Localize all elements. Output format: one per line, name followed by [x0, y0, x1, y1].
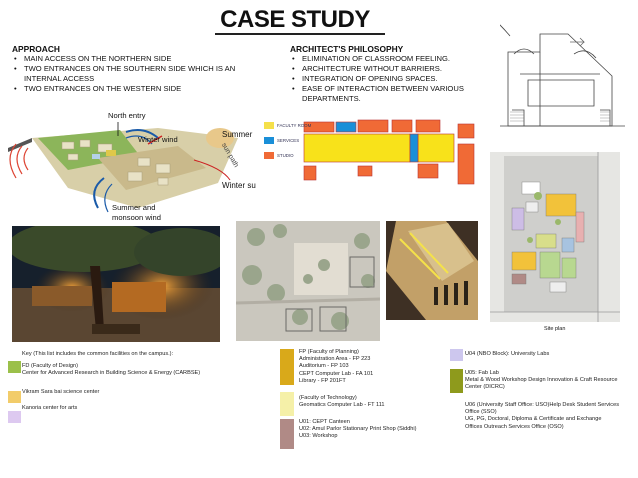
title-underline	[215, 33, 385, 35]
key-column-3	[450, 349, 630, 459]
key-swatch	[280, 392, 294, 416]
winter-sun-label: Winter su	[222, 181, 256, 190]
approach-section	[12, 44, 252, 94]
key-item	[465, 370, 630, 392]
key-line: U03: Workshop	[299, 433, 338, 440]
key-line: Auditorium - FP 103	[299, 363, 349, 370]
faculty-legend-label: FACULTY ROOM	[277, 123, 312, 128]
key-item	[22, 405, 222, 412]
key-swatch	[8, 411, 21, 423]
key-line: U05: Fab Lab	[465, 370, 499, 376]
summer-monsoon-label: Summer and	[112, 203, 156, 212]
philosophy-section	[290, 44, 495, 104]
key-line: Office (SSO)	[465, 409, 497, 416]
key-line: Administration Area - FP 223	[299, 356, 371, 363]
services-legend-label: SERVICES	[277, 138, 300, 143]
key-line: FP (Faculty of Planning)	[299, 349, 359, 355]
north-entry-label: North entry	[108, 111, 146, 120]
list-item: • EASE OF INTERACTION BETWEEN VARIOUS DEPARTMENTS.	[290, 84, 495, 104]
site-massing-diagram	[8, 108, 258, 228]
key-intro: Key (This list includes the common facilities on the campus.):	[22, 351, 174, 357]
approach-heading: APPROACH	[12, 44, 60, 54]
model-photo	[386, 221, 478, 320]
key-item	[299, 419, 449, 441]
list-item: • TWO ENTRANCES ON THE WESTERN SIDE	[12, 84, 252, 94]
floor-plan	[258, 114, 482, 196]
key-line: Metal & Wood Workshop Design Innovation & Craft Resource	[465, 377, 618, 384]
key-item	[299, 349, 449, 385]
list-item: • TWO ENTRANCES ON THE SOUTHERN SIDE WHICH IS AN INTERNAL ACCESS	[12, 64, 252, 84]
key-line: U01: CEPT Canteen	[299, 419, 350, 425]
winter-wind-label: Winter wind	[138, 135, 178, 144]
key-line: Vikram Sara bai science center	[22, 389, 100, 395]
key-line: FD (Faculty of Design)	[22, 363, 78, 369]
monsoon-wind-label: monsoon wind	[112, 213, 161, 222]
studio-legend-label: STUDIO	[277, 153, 294, 158]
key-item	[465, 402, 633, 431]
key-swatch	[450, 349, 463, 361]
summer-sun-label: Summer	[222, 130, 253, 139]
list-item: • ELIMINATION OF CLASSROOM FEELING.	[290, 54, 495, 64]
key-line: CEPT Computer Lab - FA 101	[299, 370, 374, 377]
sun-path-label: sun path	[219, 142, 240, 169]
building-sketch	[500, 14, 625, 140]
key-line: UG, PG, Doctoral, Diploma & Certificate and Exchange	[465, 416, 602, 423]
key-line: (Faculty of Technology)	[299, 395, 357, 401]
list-item: • ARCHITECTURE WITHOUT BARRIERS.	[290, 64, 495, 74]
aerial-site-photo	[236, 221, 380, 341]
site-plan-map	[490, 152, 620, 322]
key-item	[22, 389, 222, 396]
key-line: Library - FP 201FT	[299, 377, 346, 384]
key-line: Kanoria center for arts	[22, 405, 78, 411]
key-swatch	[8, 391, 21, 403]
list-item: • INTEGRATION OF OPENING SPACES.	[290, 74, 495, 84]
philosophy-heading: ARCHITECT'S PHILOSOPHY	[290, 44, 404, 54]
key-line: Center for Advanced Research in Building Science & Energy (CARBSE)	[22, 370, 201, 377]
key-line: Geomatics Computer Lab - FT 111	[299, 402, 385, 409]
key-swatch	[280, 419, 294, 449]
key-line: Center (DICRC)	[465, 384, 505, 391]
key-swatch	[8, 361, 21, 373]
key-column-2	[280, 349, 440, 459]
key-item	[22, 363, 222, 377]
key-line: U02: Amul Parlor Stationary Print Shop (Siddhi)	[299, 426, 417, 433]
campus-night-photo	[12, 226, 220, 342]
key-line: U06 (University Staff Office: USO)Help Desk Student Services	[465, 402, 619, 408]
site-plan-label: Site plan	[544, 326, 566, 332]
list-item: • MAIN ACCESS ON THE NORTHERN SIDE	[12, 54, 252, 64]
key-line: U04 (NBO Block): University Labs	[465, 351, 550, 357]
key-item	[299, 395, 449, 409]
key-swatch	[280, 349, 294, 385]
approach-list	[12, 54, 252, 94]
key-swatch	[450, 369, 463, 393]
page-title: CASE STUDY	[220, 6, 370, 33]
key-item	[465, 351, 630, 358]
philosophy-list	[290, 54, 495, 104]
key-line: Offices Outreach Services Office (OSO)	[465, 423, 564, 430]
